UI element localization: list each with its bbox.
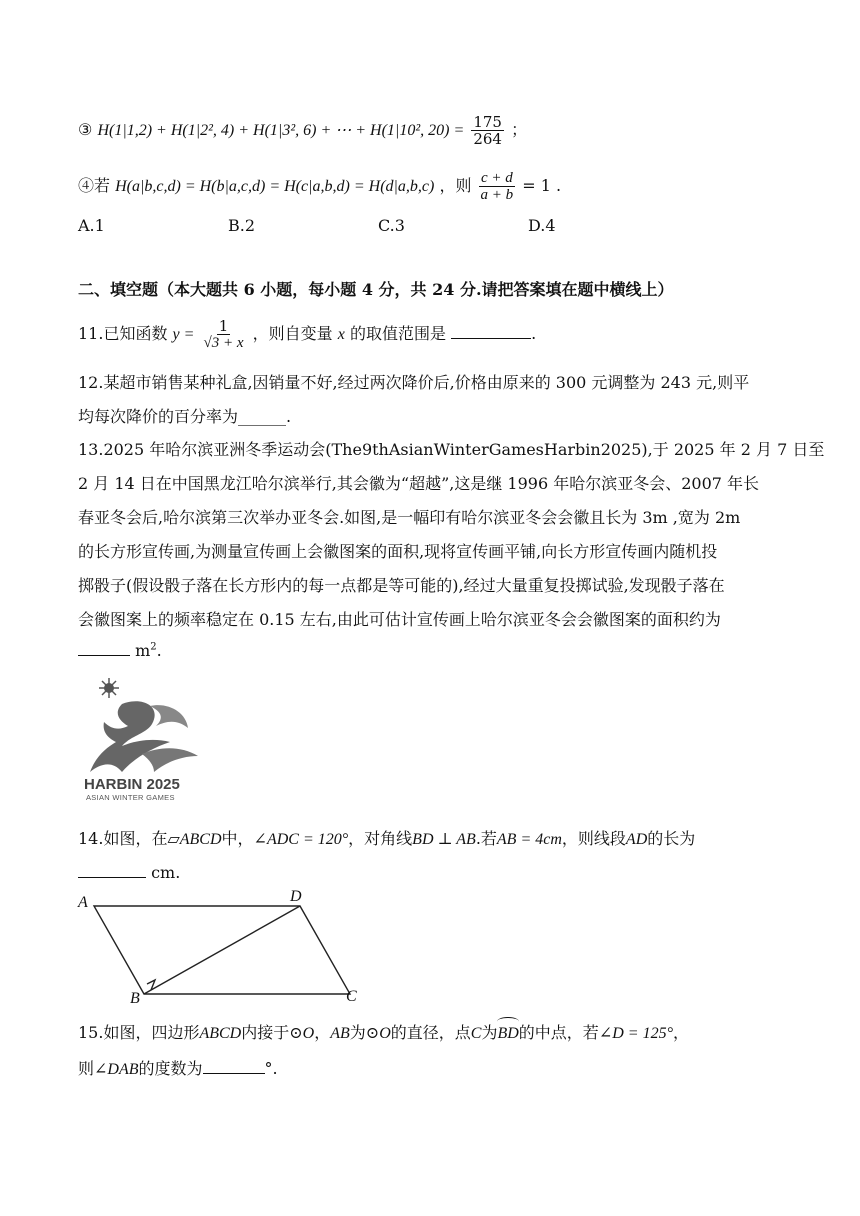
q14-line1: [78, 828, 695, 851]
answer-blank[interactable]: [78, 641, 130, 656]
diagonal-bd: [144, 906, 300, 994]
q12-line2: 均每次降价的百分率为______.: [78, 407, 292, 426]
fraction-numerator: c + d: [480, 170, 513, 186]
quad-abcd: ABCD: [199, 1025, 242, 1042]
q11-end: .: [531, 324, 537, 343]
arc-bd: [497, 1023, 518, 1045]
q15-line2: [78, 1058, 278, 1081]
label-d: D: [290, 888, 302, 905]
q13-line2: 2 月 14 日在中国黑龙江哈尔滨举行,其会徽为“超越”,这是继 1996 年哈尔滨亚冬会、2007 年长: [78, 474, 760, 493]
q13-line5: 掷骰子(假设骰子落在长方形内的每一点都是等可能的),经过大量重复投掷试验,发现骰子落在: [78, 576, 725, 595]
q15-text-c: ，: [314, 1023, 331, 1042]
fraction-numerator: 1: [218, 317, 229, 335]
option-a: A.1: [78, 216, 105, 235]
angle-d: ∠D = 125°: [598, 1025, 673, 1042]
harbin-logo: [82, 676, 212, 806]
q10-item3-fraction: [471, 114, 504, 147]
angle-adc: ∠ADC = 120°: [253, 831, 349, 848]
q10-item4-marker: ④若: [78, 176, 111, 195]
arc-label: BD: [497, 1025, 519, 1042]
option-b: B.2: [228, 216, 256, 235]
q13-line7: $m^2$.: [78, 641, 162, 660]
q14-end: .: [175, 863, 181, 882]
label-c: C: [346, 988, 357, 1005]
q11: [78, 318, 536, 351]
q15-text-e: 的直径，点: [390, 1023, 471, 1042]
q13-end: .: [156, 641, 162, 660]
q10-item3: [78, 114, 527, 147]
q13-line6: 会徽图案上的频率稳定在 0.15 左右,由此可估计宣传画上哈尔滨亚冬会会徽图案的面积约为: [78, 610, 721, 629]
q13-line1: 13.2025 年哈尔滨亚洲冬季运动会(The9thAsianWinterGamesHarbin2025),于 2025 年 2 月 7 日至: [78, 440, 825, 459]
option-c: C.3: [378, 216, 405, 235]
label-a: A: [78, 894, 88, 911]
q14-line2: [78, 862, 180, 884]
q11-variable: x: [337, 326, 345, 343]
q10-item4-fraction: [479, 170, 516, 203]
circle-o-2: ⊙O: [365, 1025, 391, 1042]
q14-text-d: .若: [475, 829, 497, 848]
q14-text-b: 中，: [221, 829, 254, 848]
q15-text-i: 则: [78, 1059, 95, 1078]
parallelogram-abcd: ▱ABCD: [167, 831, 222, 848]
segment-ad: AD: [625, 831, 648, 848]
q11-prefix: 11.已知函数: [78, 324, 168, 343]
parallelogram-figure: [70, 884, 370, 1010]
point-c: C: [470, 1025, 482, 1042]
q13-line3: 春亚冬会后,哈尔滨第三次举办亚冬会.如图,是一幅印有哈尔滨亚冬会会徽且长为 3m ,宽为 2m: [78, 508, 741, 527]
q10-item3-tail: ；: [511, 120, 528, 139]
q15-text-a: 15.如图，四边形: [78, 1023, 200, 1042]
q15-text-b: 内接于: [241, 1023, 290, 1042]
logo-subtitle: ASIAN WINTER GAMES: [86, 793, 175, 802]
answer-blank[interactable]: [451, 324, 531, 339]
q10-item4-expression: H(a|b,c,d) = H(b|a,c,d) = H(c|a,b,d) = H(d|a,b,c): [115, 178, 435, 195]
logo-title: HARBIN 2025: [84, 776, 180, 793]
q15-text-h: ，: [672, 1023, 689, 1042]
bd-perp-ab: BD ⊥ AB: [412, 831, 476, 848]
q11-suffix: ，则自变量: [252, 324, 333, 343]
unit-m: m: [135, 641, 151, 660]
q14-text-a: 14.如图，在: [78, 829, 168, 848]
q11-fraction: [202, 318, 246, 351]
fraction-denominator: 264: [473, 130, 502, 148]
unit-cm: cm: [151, 863, 176, 882]
circle-o: ⊙O: [289, 1025, 315, 1042]
arc-mark: [497, 1017, 518, 1026]
option-d: D.4: [528, 216, 556, 235]
q13-line4: 的长方形宣传画,为测量宣传画上会徽图案的面积,现将宣传画平铺,向长方形宣传画内随机投: [78, 542, 718, 561]
ab-length: AB = 4cm: [496, 831, 562, 848]
q14-text-e: ，则线段: [561, 829, 626, 848]
q15-text-g: 的中点，若: [518, 1023, 599, 1042]
answer-blank[interactable]: [78, 863, 146, 878]
q11-suffix2: 的取值范围是: [349, 324, 446, 343]
parallelogram-diagram: [70, 884, 370, 1010]
label-b: B: [130, 990, 140, 1007]
q11-function-lhs: y =: [172, 326, 195, 343]
section2-heading: 二、填空题（本大题共 6 小题，每小题 4 分，共 24 分.请把答案填在题中横线上）: [78, 280, 674, 299]
q10-item4-tail: = 1 .: [522, 176, 562, 195]
q10-item4-mid: ，则: [439, 176, 472, 195]
degree-end: °.: [264, 1059, 278, 1078]
q10-item4: [78, 170, 561, 203]
q15-text-f: 为: [481, 1023, 498, 1042]
fraction-numerator: 175: [473, 113, 502, 131]
q14-text-f: 的长为: [647, 829, 696, 848]
q12-line1: 12.某超市销售某种礼盒,因销量不好,经过两次降价后,价格由原来的 300 元调整为 243 元,则平: [78, 373, 750, 392]
segment-ab: AB: [330, 1025, 350, 1042]
q15-text-d: 为: [349, 1023, 366, 1042]
q10-item3-expression: H(1|1,2) + H(1|2², 4) + H(1|3², 6) + ⋯ + H(1|10², 20) =: [97, 122, 465, 139]
q15-line1: [78, 1022, 689, 1045]
q10-item3-marker: ③: [78, 120, 93, 139]
q14-text-c: ，对角线: [348, 829, 413, 848]
answer-blank[interactable]: [203, 1059, 265, 1074]
q15-text-j: 的度数为: [138, 1059, 203, 1078]
fraction-denominator: a + b: [480, 187, 514, 203]
angle-dab: ∠DAB: [94, 1061, 139, 1078]
fraction-denominator: √3 + x: [203, 335, 244, 351]
